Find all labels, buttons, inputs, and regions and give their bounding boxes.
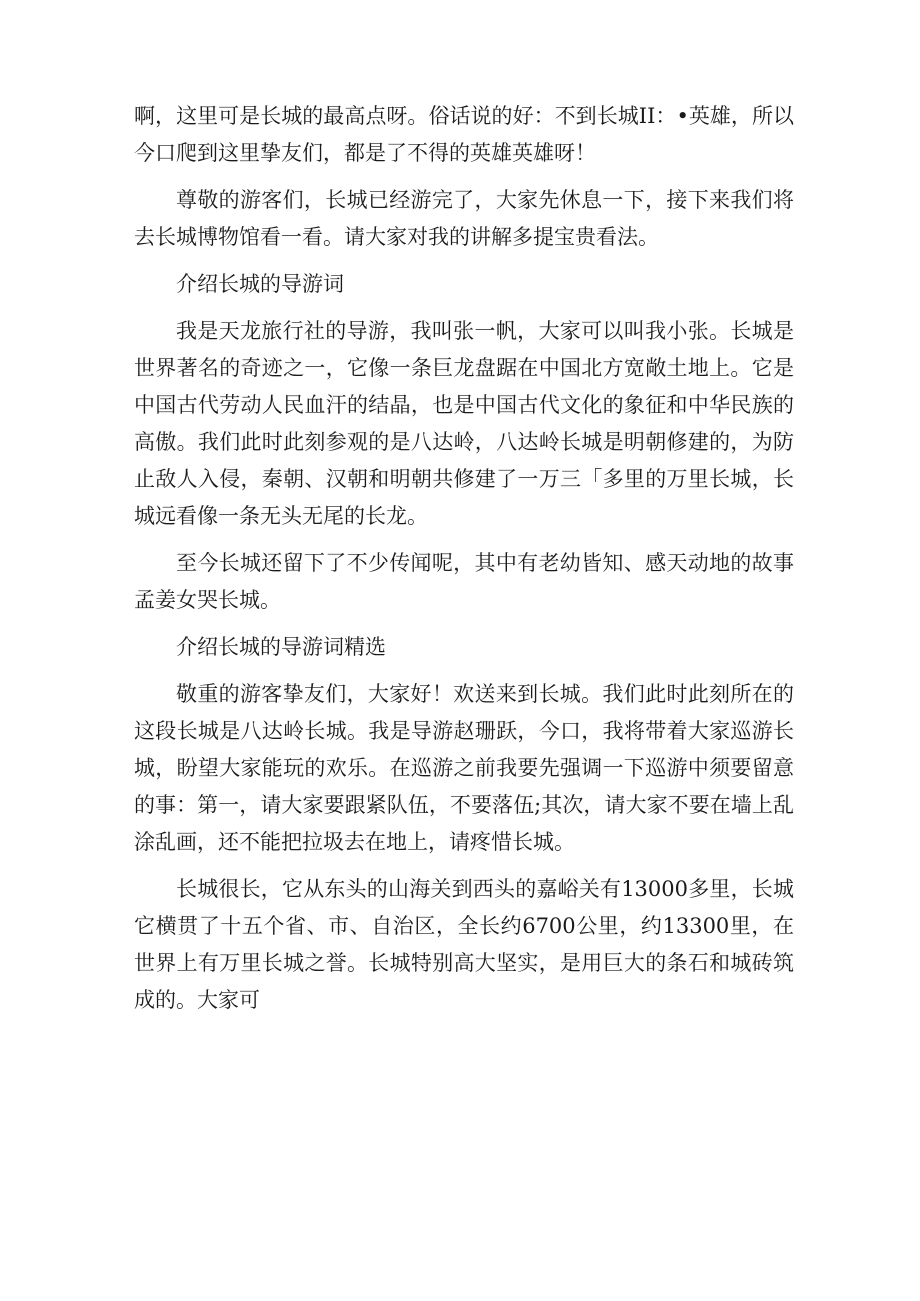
paragraph-closing-remarks: 尊敬的游客们，长城已经游完了，大家先休息一下，接下来我们将去长城博物馆看一看。请大家对我的讲解多提宝贵看法。 xyxy=(134,188,794,249)
document-body xyxy=(134,98,794,1019)
paragraph-legend: 至今长城还留下了不少传闻呢，其中有老幼皆知、感天动地的故事孟姜女哭长城。 xyxy=(134,551,794,612)
paragraph-length-facts: 长城很长，它从东头的山海关到西头的嘉峪关有13000多里，长城它横贯了十五个省、市、自治区，全长约6700公里，约13300里，在世界上有万里长城之誉。长城特别高大坚实，是用巨大的条石和城砖筑成的。大家可 xyxy=(134,877,794,1012)
paragraph-guide-intro: 我是天龙旅行社的导游，我叫张一帆，大家可以叫我小张。长城是世界著名的奇迹之一，它像一条巨龙盘踞在中国北方宽敞土地上。它是中国古代劳动人民血汗的结晶，也是中国古代文化的象征和中华民族的高傲。我们此时此刻参观的是八达岭，八达岭长城是明朝修建的，为防止敌人入侵，秦朝、汉朝和明朝共修建了一万三「多里的万里长城，长城远看像一条无头无尾的长龙。 xyxy=(134,319,794,528)
paragraph-welcome: 敬重的游客挚友们，大家好！欢送来到长城。我们此时此刻所在的这段长城是八达岭长城。我是导游赵珊跃，今口，我将带着大家巡游长城，盼望大家能玩的欢乐。在巡游之前我要先强调一下巡游中须要留意的事：第一，请大家要跟紧队伍，不要落伍;其次，请大家不要在墙上乱涂乱画，还不能把拉圾去在地上，请疼惜长城。 xyxy=(134,682,794,854)
section-heading-selected: 介绍长城的导游词精选 xyxy=(176,635,386,659)
paragraph-continuation: 啊，这里可是长城的最高点呀。俗话说的好：不到长城II：•英雄，所以今口爬到这里挚友们，都是了不得的英雄英雄呀！ xyxy=(134,104,794,165)
section-heading-intro: 介绍长城的导游词 xyxy=(176,272,344,296)
